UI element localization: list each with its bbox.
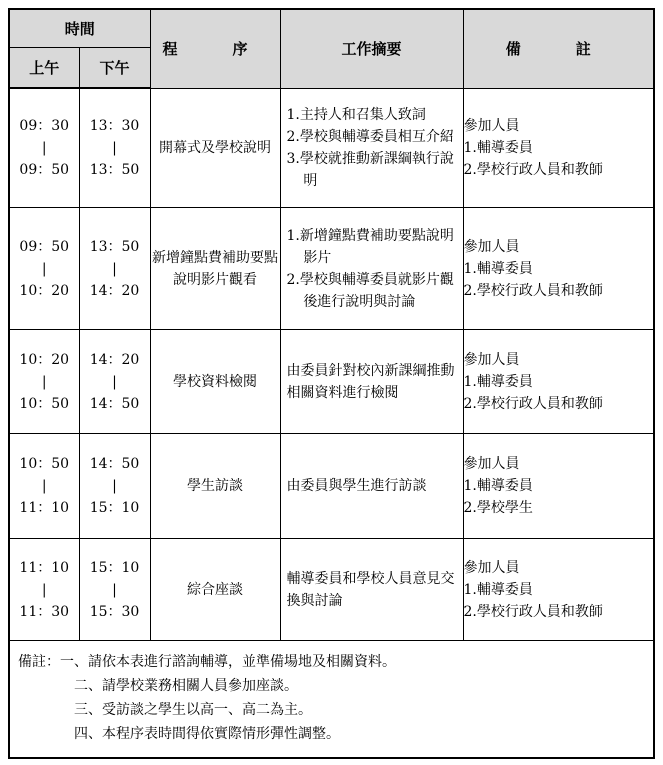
header-pm: 下午 [79,48,150,89]
am-time-line: | [41,373,47,390]
note-line: 參加人員 [463,351,520,368]
remarks-section [18,650,396,746]
pm-time-line: 15：30 [89,603,140,620]
pm-time-line: 13：50 [89,162,140,178]
summary-list [281,225,463,313]
header-program: 程 序 [150,10,280,88]
note-line: 1.輔導委員 [463,478,533,494]
am-time-cell [10,539,79,641]
remarks-item: 二、請學校業務相關人員參加座談。 [74,678,298,694]
program-cell: 新增鐘點費補助要點說明影片觀看 [150,208,280,330]
pm-time-line: 15：10 [89,559,140,576]
header-summary: 工作摘要 [280,10,463,88]
summary-cell [280,330,463,434]
note-line: 參加人員 [463,238,520,255]
remarks-prefix: 備註： [18,654,60,670]
pm-time-cell [79,330,150,434]
program-cell: 學校資料檢閱 [150,330,280,434]
note-cell [463,208,653,330]
summary-text: 由委員與學生進行訪談 [286,478,427,494]
am-time-line: 10：20 [19,282,70,299]
header-am: 上午 [10,48,79,89]
header-time: 時間 [10,10,150,48]
note-line: 1.輔導委員 [463,260,533,277]
summary-item: 2.學校與輔導委員就影片觀後進行說明與討論 [286,271,454,310]
program-cell: 綜合座談 [150,539,280,641]
note-line: 參加人員 [463,456,520,472]
summary-cell [280,539,463,641]
am-time-line: 09：30 [19,118,70,134]
am-time-line: 10：50 [19,395,70,412]
am-time-line: | [41,140,47,156]
am-time-line: 11：10 [19,500,70,516]
am-time-line: 11：30 [19,603,70,620]
note-line: 2.學校行政人員和教師 [463,282,603,299]
pm-time-line: | [112,373,117,390]
schedule-row [10,539,653,641]
pm-time-line: | [112,581,117,598]
pm-time-cell [79,88,150,208]
pm-time-line: 14：20 [89,282,140,299]
pm-time-line: 13：50 [89,238,140,255]
note-cell [463,330,653,434]
note-cell [463,88,653,208]
pm-time-line: 13：30 [89,118,140,134]
pm-time-cell [79,539,150,641]
summary-cell [280,434,463,539]
am-time-line: | [41,260,47,277]
am-time-line: 09：50 [19,238,70,255]
program-cell: 開幕式及學校說明 [150,88,280,208]
note-line: 2.學校行政人員和教師 [463,603,603,620]
note-cell [463,434,653,539]
note-line: 2.學校學生 [463,500,533,516]
note-line: 1.輔導委員 [463,581,533,598]
am-time-line: | [41,581,47,598]
am-time-cell [10,88,79,208]
pm-time-line: 14：50 [89,395,140,412]
note-line: 參加人員 [463,117,520,134]
pm-time-line: 14：50 [89,456,140,472]
note-cell [463,539,653,641]
note-line: 2.學校行政人員和教師 [463,395,603,412]
pm-time-line: | [112,260,117,277]
summary-text: 由委員針對校內新課綱推動相關資料進行檢閱 [286,362,455,401]
am-time-line: 11：10 [19,559,70,576]
summary-list [281,104,463,192]
summary-text: 輔導委員和學校人員意見交換與討論 [286,570,455,609]
pm-time-cell [79,208,150,330]
summary-cell [280,208,463,330]
am-time-cell [10,330,79,434]
remarks-item: 一、請依本表進行諮詢輔導，並準備場地及相關資料。 [60,654,396,670]
am-time-line: 10：50 [19,456,70,472]
summary-item: 2.學校與輔導委員相互介紹 [286,128,454,145]
note-line: 2.學校行政人員和教師 [463,161,603,178]
am-time-line: | [41,478,47,494]
schedule-row [10,208,653,330]
schedule-row [10,434,653,539]
schedule-row [10,88,653,208]
pm-time-cell [79,434,150,539]
header-remarks: 備 註 [463,10,653,88]
pm-time-line: 14：20 [89,351,140,368]
summary-cell [280,88,463,208]
summary-item: 1.新增鐘點費補助要點說明影片 [286,227,454,266]
program-cell: 學生訪談 [150,434,280,539]
am-time-cell [10,434,79,539]
am-time-line: 09：50 [19,162,70,178]
summary-item: 1.主持人和召集人致詞 [286,106,426,123]
schedule-row [10,330,653,434]
pm-time-line: | [112,140,117,156]
schedule-table [10,10,653,641]
am-time-cell [10,208,79,330]
remarks-item: 三、受訪談之學生以高一、高二為主。 [74,702,312,718]
note-line: 1.輔導委員 [463,139,533,156]
pm-time-line: 15：10 [89,500,140,516]
note-line: 參加人員 [463,559,520,576]
remarks-item: 四、本程序表時間得依實際情形彈性調整。 [74,726,340,742]
summary-item: 3.學校就推動新課綱執行說明 [286,150,454,189]
pm-time-line: | [112,478,117,494]
note-line: 1.輔導委員 [463,373,533,390]
schedule-sheet [8,8,655,759]
am-time-line: 10：20 [19,351,70,368]
